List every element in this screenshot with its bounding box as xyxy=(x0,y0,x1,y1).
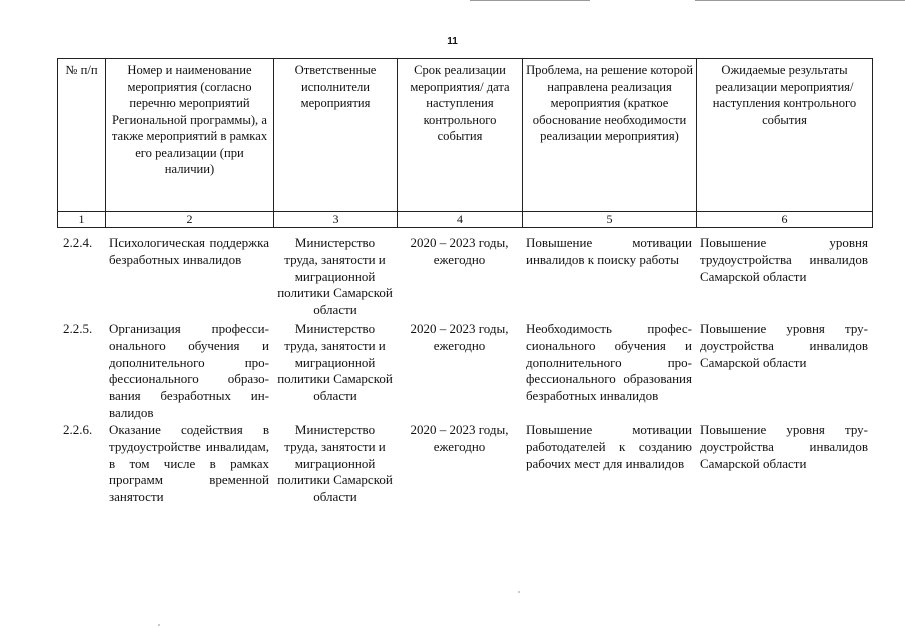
row-problem: Повышение мотивации работодателей к созданию рабочих мест для инвалидов xyxy=(526,422,692,471)
header-number: № п/п xyxy=(58,59,106,212)
header-measure: Номер и наименование мероприятия (согласно перечню мероприятий Региональной программы), а также мероприятий в рамках его реализации (при наличии) xyxy=(106,59,274,212)
row-problem: Повышение мотивации инвалидов к поиску работы xyxy=(526,235,692,267)
row-measure: Оказание содействия в трудоустройстве инвалидам, в том числе в рамках программ временной занятости xyxy=(109,422,269,505)
column-number: 4 xyxy=(398,212,523,228)
table-row xyxy=(57,235,872,321)
scan-top-rule xyxy=(695,0,905,1)
row-responsible: Министерство труда, занятости и миграционной политики Самарской области xyxy=(277,422,393,505)
row-period: 2020 – 2023 годы, ежегодно xyxy=(410,235,509,267)
row-measure: Организация профессионального обучения и дополнительного профессионального образования безработных инвалидов xyxy=(109,321,269,420)
header-problem: Проблема, на решение которой направлена реализация мероприятия (краткое обоснование необходимости реализации мероприятия) xyxy=(523,59,697,212)
scan-speck xyxy=(518,591,520,593)
row-number: 2.2.5. xyxy=(63,321,93,336)
row-responsible: Министерство труда, занятости и миграционной политики Самарской области xyxy=(277,321,393,404)
row-number: 2.2.6. xyxy=(63,422,93,437)
row-period: 2020 – 2023 годы, ежегодно xyxy=(410,422,509,454)
table-header xyxy=(57,58,873,228)
row-period: 2020 – 2023 годы, ежегодно xyxy=(410,321,509,353)
scan-speck xyxy=(158,624,160,626)
table-row xyxy=(57,321,872,422)
column-number: 5 xyxy=(523,212,697,228)
header-responsible: Ответственные исполнители мероприятия xyxy=(274,59,398,212)
header-result: Ожидаемые результаты реализации мероприятия/ наступления контрольного события xyxy=(697,59,873,212)
column-number: 3 xyxy=(274,212,398,228)
table-body xyxy=(57,235,872,512)
column-number: 6 xyxy=(697,212,873,228)
scan-top-rule xyxy=(470,0,590,1)
row-result: Повышение уровня трудоустройства инвалидов Самарской области xyxy=(700,321,868,370)
table-row xyxy=(57,422,872,512)
row-result: Повышение уровня трудоустройства инвалидов Самарской области xyxy=(700,422,868,471)
column-number: 2 xyxy=(106,212,274,228)
page-number: 11 xyxy=(447,36,458,47)
column-number: 1 xyxy=(58,212,106,228)
row-problem: Необходимость профессионального обучения и дополнительного профессионального образования безработных инвалидов xyxy=(526,321,692,404)
row-result: Повышение уровня трудоустройства инвалидов Самарской области xyxy=(700,235,868,284)
header-period: Срок реализации мероприятия/ дата наступления контрольного события xyxy=(398,59,523,212)
row-number: 2.2.4. xyxy=(63,235,93,250)
row-measure: Психологическая поддержка безработных инвалидов xyxy=(109,235,269,267)
row-responsible: Министерство труда, занятости и миграционной политики Самарской области xyxy=(277,235,393,318)
